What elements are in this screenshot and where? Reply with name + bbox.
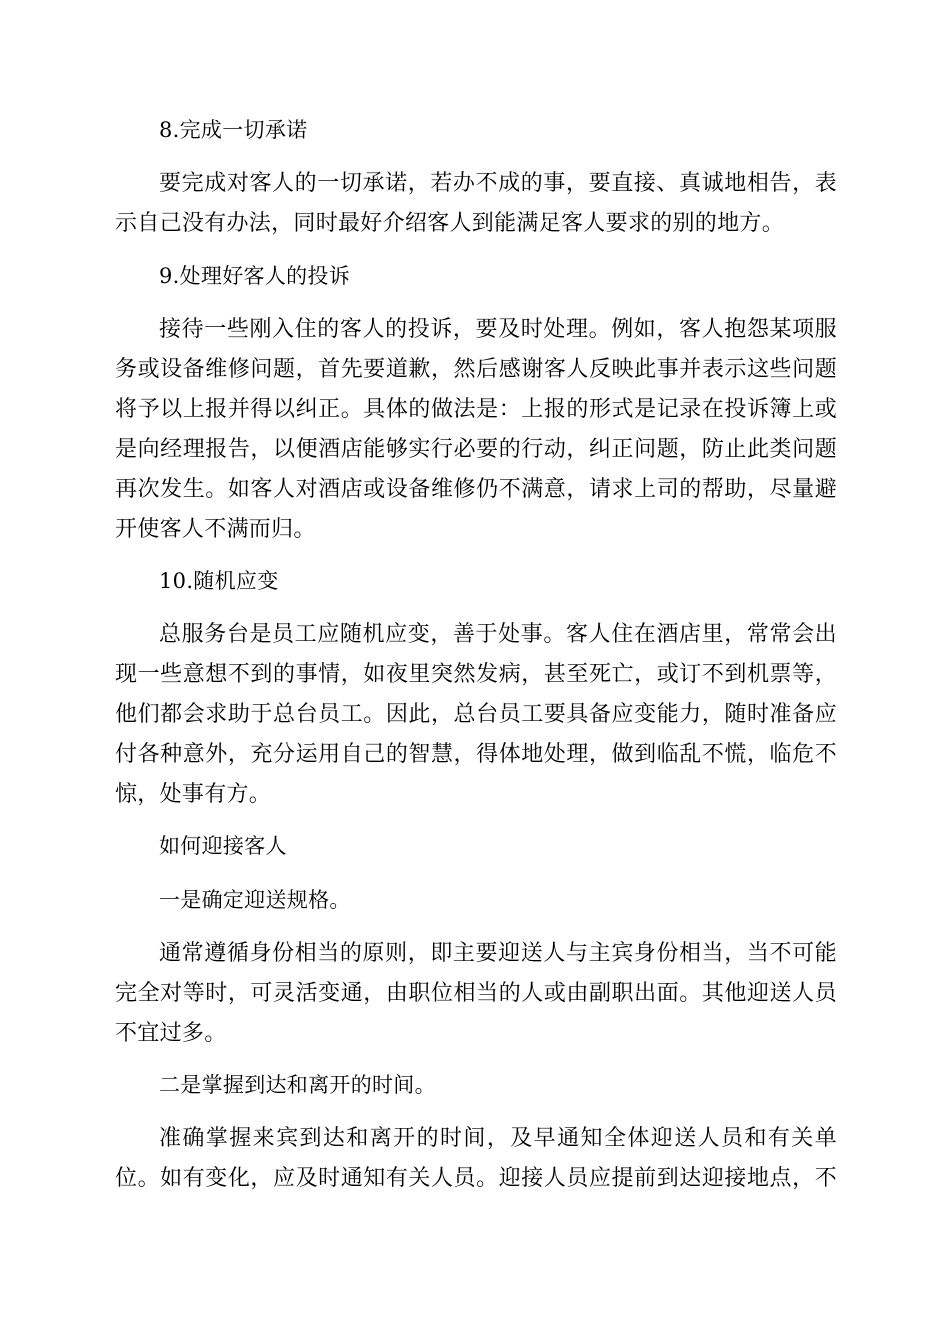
paragraph-line: 惊，处事有方。 [115,782,272,807]
paragraph-line: 他们都会求助于总台员工。因此，总台员工要具备应变能力，随时准备应 [115,702,837,727]
paragraph-line: 总服务台是员工应随机应变，善于处事。客人住在酒店里，常常会出 [159,622,837,647]
paragraph-line: 现一些意想不到的事情，如夜里突然发病，甚至死亡，或订不到机票等， [115,662,837,687]
section-heading-10: 10.随机应变 [159,569,279,593]
paragraph-line: 示自己没有办法，同时最好介绍客人到能满足客人要求的别的地方。 [115,211,785,236]
paragraph-line: 通常遵循身份相当的原则，即主要迎送人与主宾身份相当，当不可能 [159,941,837,966]
paragraph-line: 位。如有变化，应及时通知有关人员。迎接人员应提前到达迎接地点，不 [115,1166,837,1191]
section-heading-8: 8.完成一切承诺 [159,118,308,142]
section-heading-welcome: 如何迎接客人 [159,834,287,858]
paragraph-line: 开使客人不满而归。 [115,517,316,542]
paragraph-line: 完全对等时，可灵活变通，由职位相当的人或由副职出面。其他迎送人员 [115,981,837,1006]
paragraph-line: 是向经理报告，以便酒店能够实行必要的行动，纠正问题，防止此类问题 [115,437,837,462]
subsection-heading-1: 一是确定迎送规格。 [159,888,351,912]
paragraph-line: 付各种意外，充分运用自己的智慧，得体地处理，做到临乱不慌，临危不 [115,742,837,767]
paragraph-line: 要完成对客人的一切承诺，若办不成的事，要直接、真诚地相告，表 [159,171,837,196]
paragraph-line: 准确掌握来宾到达和离开的时间，及早通知全体迎送人员和有关单 [159,1126,837,1151]
section-heading-9: 9.处理好客人的投诉 [159,264,351,288]
paragraph-line: 务或设备维修问题，首先要道歉，然后感谢客人反映此事并表示这些问题 [115,357,837,382]
paragraph-line: 将予以上报并得以纠正。具体的做法是：上报的形式是记录在投诉簿上或 [115,397,837,422]
paragraph-line: 再次发生。如客人对酒店或设备维修仍不满意，请求上司的帮助，尽量避 [115,477,837,502]
paragraph-line: 不宜过多。 [115,1021,227,1046]
subsection-heading-2: 二是掌握到达和离开的时间。 [159,1073,436,1097]
paragraph-line: 接待一些刚入住的客人的投诉，要及时处理。例如，客人抱怨某项服 [159,317,837,342]
